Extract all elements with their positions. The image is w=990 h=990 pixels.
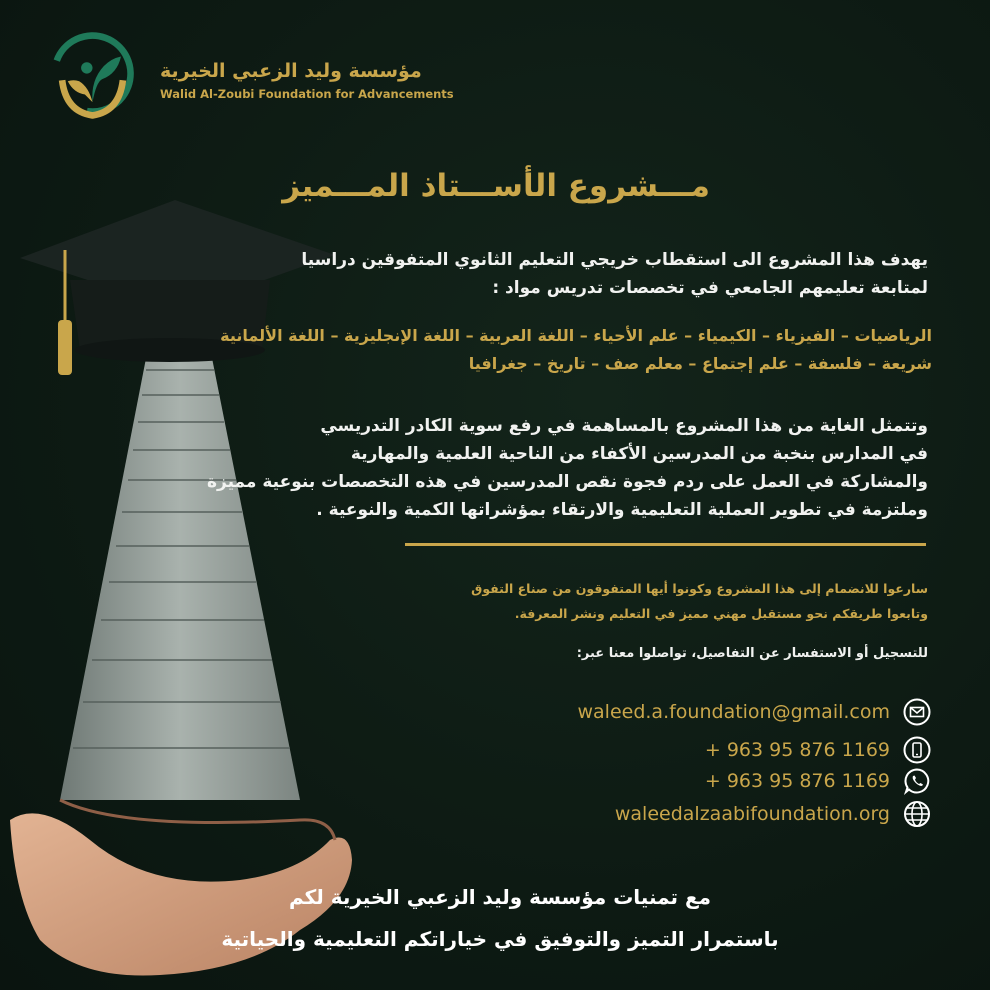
intro-line: يهدف هذا المشروع الى استقطاب خريجي التعليم الثانوي المتفوقين دراسيا [301,250,928,270]
mobile-phone-icon [902,735,932,765]
brand-name-arabic: مؤسسة وليد الزعبي الخيرية [160,60,422,82]
closing-line: مع تمنيات مؤسسة وليد الزعبي الخيرية لكم [288,885,712,909]
website-url[interactable]: waleedalzaabifoundation.org [614,803,890,825]
email-address[interactable]: waleed.a.foundation@gmail.com [577,701,890,723]
brand-name-english: Walid Al-Zoubi Foundation for Advancements [160,87,454,101]
whatsapp-number[interactable]: + 963 95 876 1169 [704,770,890,792]
phone-number[interactable]: + 963 95 876 1169 [704,739,890,761]
stairs-graduation-illustration [0,200,420,990]
foundation-logo [45,28,140,123]
call-to-action [368,576,928,626]
email-icon [902,697,932,727]
whatsapp-icon [902,766,932,796]
intro-paragraph [248,246,928,302]
contact-phone[interactable] [705,735,932,765]
goal-paragraph [206,412,928,524]
closing-message [180,876,820,960]
intro-line: لمتابعة تعليمهم الجامعي في تخصصات تدريس مواد : [492,278,928,298]
subjects-line: شريعة – فلسفة – علم إجتماع – معلم صف – تاريخ – جغرافيا [468,354,932,373]
goal-line: والمشاركة في العمل على ردم فجوة نقص المدرسين في هذه التخصصات بنوعية مميزة [206,472,928,492]
contact-email[interactable] [577,697,932,727]
subjects-list [152,322,932,378]
cta-line: وتابعوا طريقكم نحو مستقبل مهني مميز في التعليم ونشر المعرفة. [514,606,928,621]
goal-line: وتتمثل الغاية من هذا المشروع بالمساهمة في رفع سوية الكادر التدريسي [320,416,928,436]
goal-line: في المدارس بنخبة من المدرسين الأكفاء من الناحية العلمية والمهارية [350,444,928,464]
contact-whatsapp[interactable] [705,766,932,796]
gold-divider [405,543,926,546]
subjects-line: الرياضيات – الفيزياء – الكيمياء – علم الأحياء – اللغة العربية – اللغة الإنجليزية – اللغة الألمانية [220,326,932,345]
globe-icon [902,799,932,829]
goal-line: وملتزمة في تطوير العملية التعليمية والارتقاء بمؤشراتها الكمية والنوعية . [316,500,928,520]
page-title: مـــشروع الأســـتاذ المـــميز [282,168,710,204]
closing-line: باستمرار التميز والتوفيق في خياراتكم التعليمية والحياتية [221,927,779,951]
contact-website[interactable] [615,799,932,829]
cta-line: سارعوا للانضمام إلى هذا المشروع وكونوا أيها المتفوقون من صناع التفوق [471,581,928,596]
register-text: للتسجيل أو الاستفسار عن التفاصيل، تواصلوا معنا عبر: [576,646,928,661]
